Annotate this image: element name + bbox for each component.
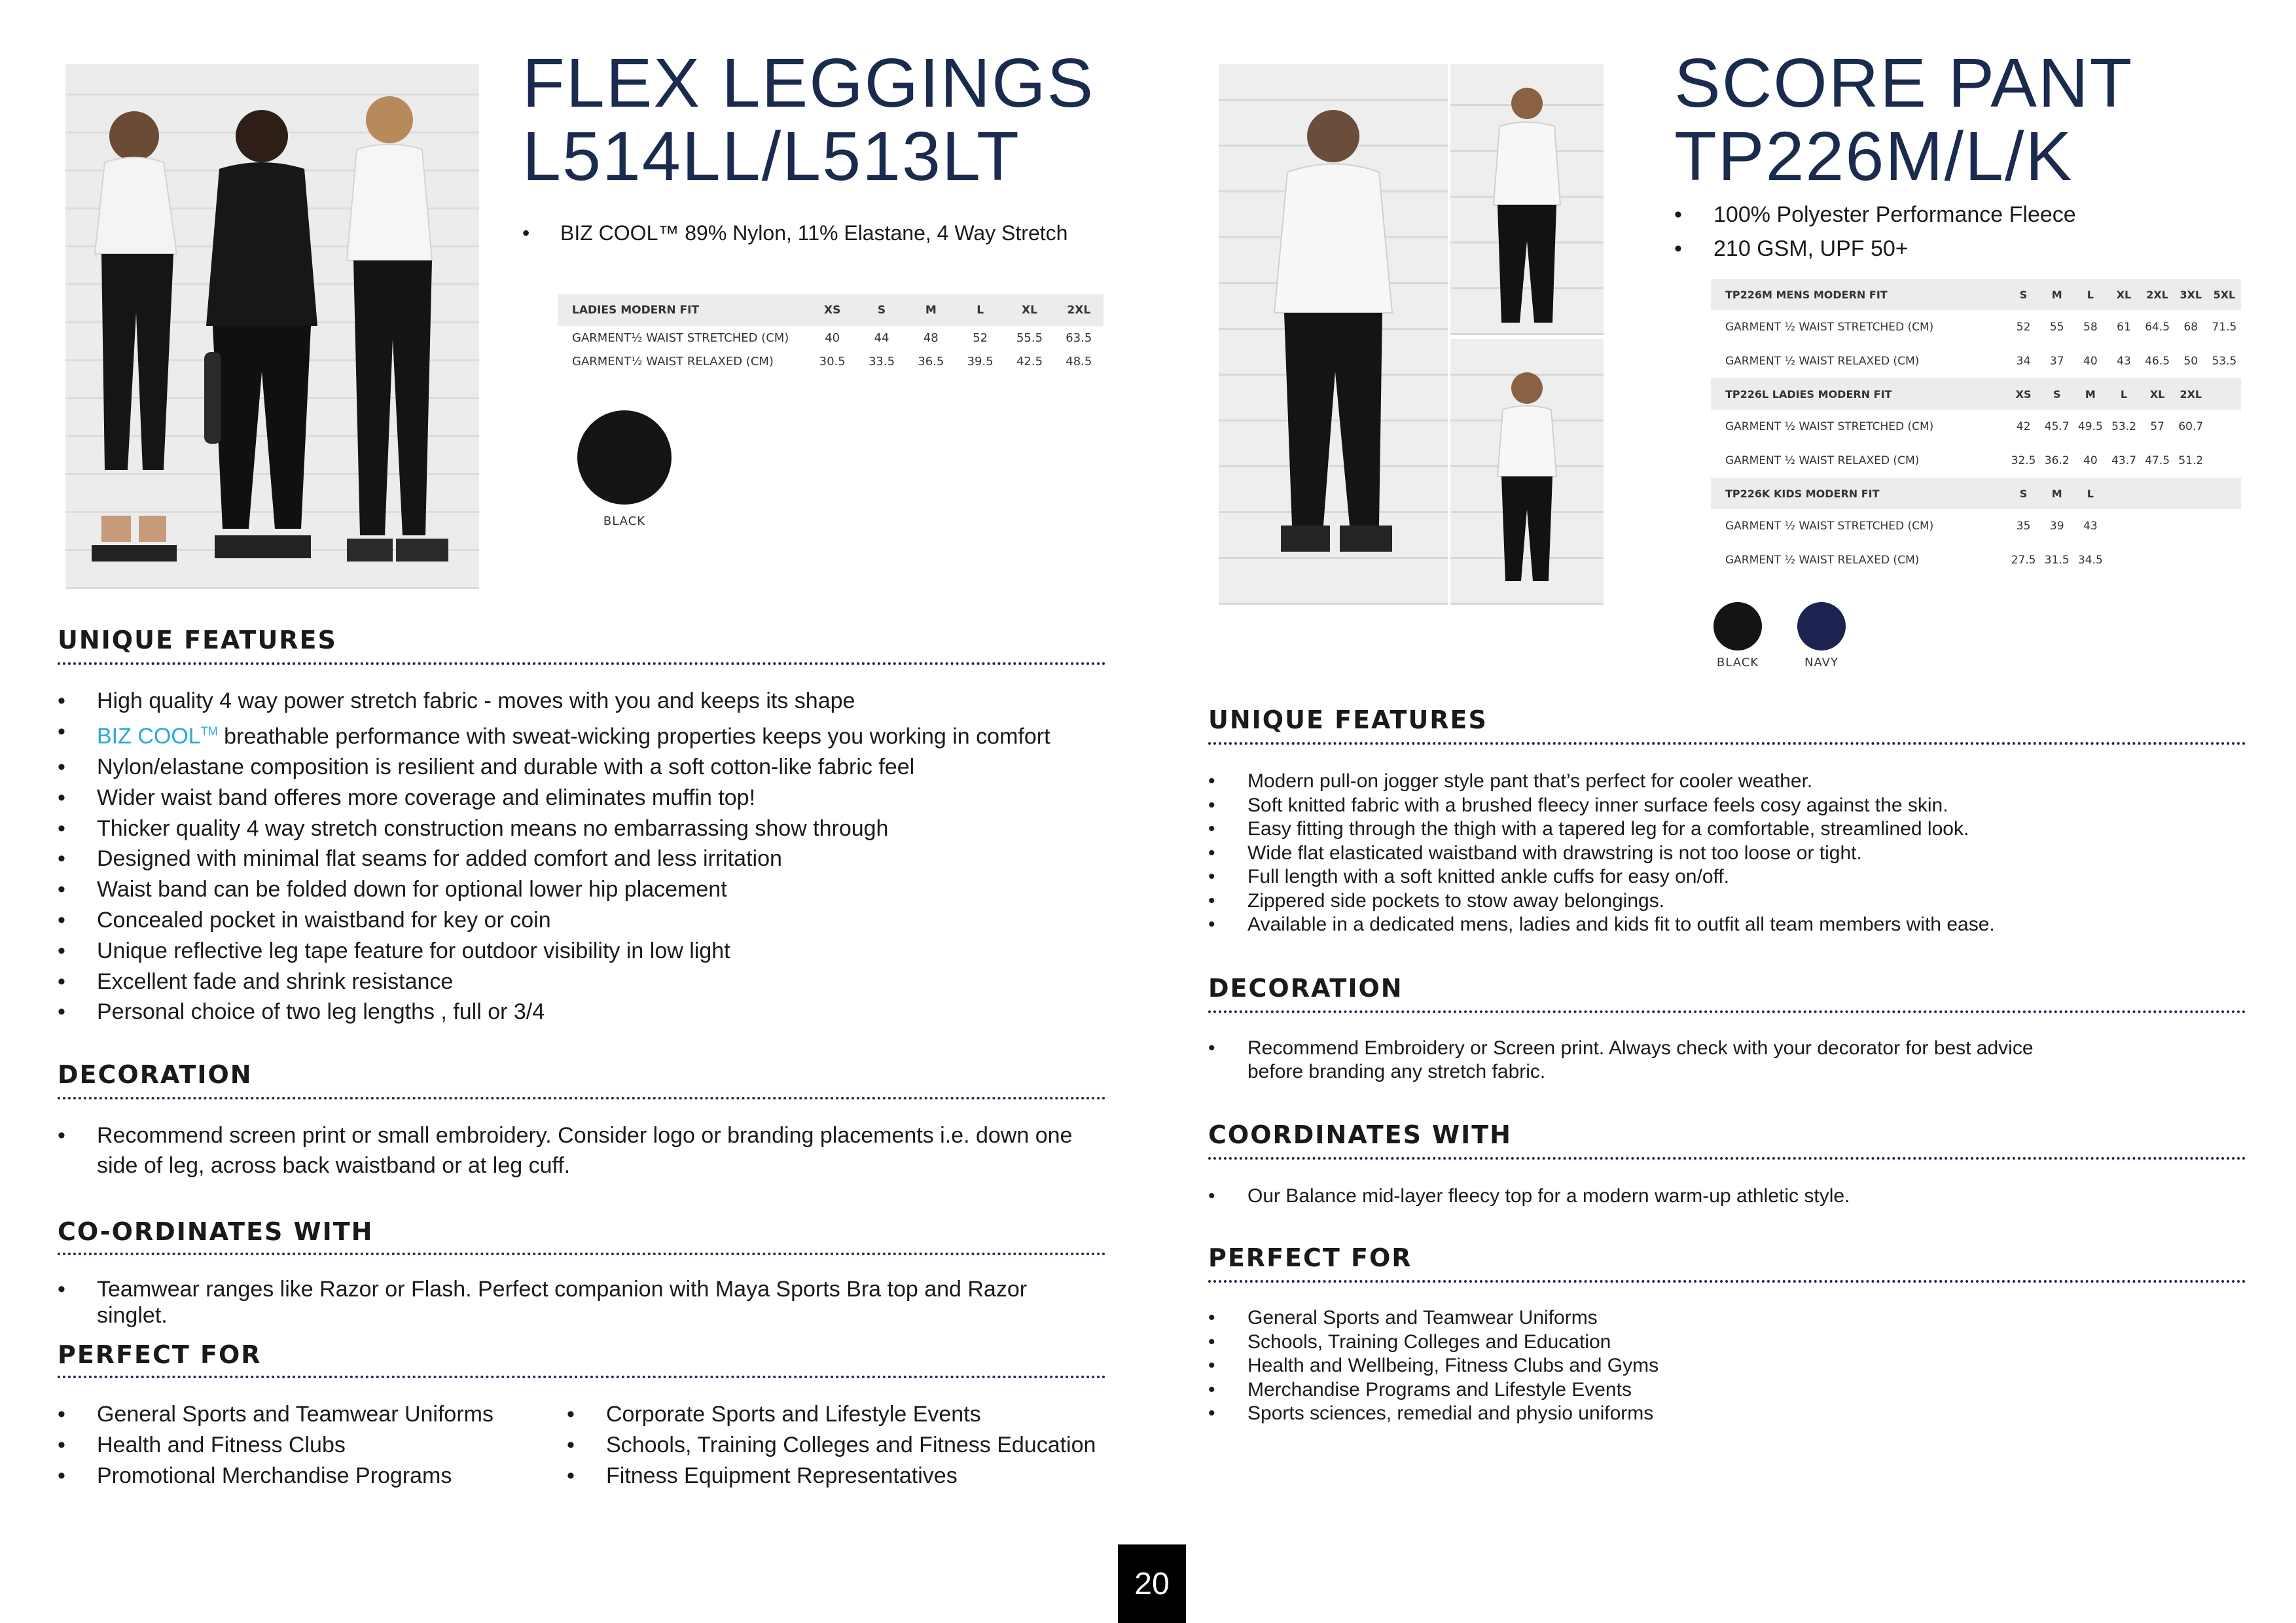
size-table-cell: 53.5 [2212,355,2237,368]
page-number-badge [1118,1544,1186,1623]
section-heading-coordinates: COORDINATES WITH [1208,1120,1512,1149]
size-table-cell: 58 [2083,321,2098,334]
size-table-cell: 35 [2016,520,2031,533]
size-table-cell: S [2019,487,2028,500]
size-table-flex-leggings [558,294,1103,373]
size-table-cell: XL [1022,304,1037,317]
size-table-cell: 40 [825,330,840,345]
size-table-cell [2141,543,2174,577]
size-table-cell: 5XL [2213,288,2236,301]
size-table-cell: 42.5 [1016,354,1043,368]
section-heading-perfect-for: PERFECT FOR [58,1340,262,1369]
size-table-cell [2141,478,2174,509]
size-table-cell: M [2085,387,2096,401]
list-item [58,717,1138,752]
list-item: • Zippered side pockets to stow away belongings. [1208,889,2269,914]
size-table-cell: 37 [2049,355,2064,368]
product-code-score-pant: TP226M/L/K [1674,118,2073,195]
size-table-cell [2174,478,2208,509]
perfect-for-list-col1 [58,1399,493,1491]
size-table-cell: L [2087,288,2094,301]
table-row [1711,444,2241,478]
size-table-cell: L [2087,487,2094,500]
list-item: • Health and Wellbeing, Fitness Clubs and Gyms [1208,1354,1659,1378]
fabric-bullets-score-pant [1674,198,2076,266]
table-row [1711,543,2241,577]
size-table-cell [2208,543,2241,577]
size-table-cell: 34 [2016,355,2031,368]
size-table-cell [2141,509,2174,543]
list-item-text: breathable performance with sweat-wicking properties keeps you working in comfort [224,724,1050,749]
score-pant-mens-illustration [1450,64,1604,335]
size-table-cell: 48 [923,330,939,345]
section-heading-decoration: DECORATION [1208,974,1403,1003]
size-table-cell: 40 [2083,355,2098,368]
size-table-cell: 46.5 [2145,355,2170,368]
list-item: • Thicker quality 4 way stretch construction means no embarrassing show through [58,813,1138,844]
list-item: • Recommend screen print or small embroidery. Consider logo or branding placements i.e. down one side of leg, across back waistband or at leg cuff. [58,1120,1079,1181]
size-table-cell: GARMENT ½ WAIST RELAXED (CM) [1725,355,1920,368]
score-pant-model-illustration [1219,64,1448,605]
size-table-cell: 44 [874,330,889,345]
decoration-list [1208,1037,2059,1084]
section-heading-perfect-for: PERFECT FOR [1208,1243,1412,1272]
score-pant-kids-illustration [1450,339,1604,605]
list-item: • Promotional Merchandise Programs [58,1461,493,1491]
size-table-cell: XL [2116,288,2132,301]
size-table-score-pant [1711,279,2241,577]
size-table-cell: XS [2015,387,2032,401]
list-item: • Waist band can be folded down for optional lower hip placement [58,874,1138,905]
coordinates-list [58,1276,1079,1329]
score-pant-photo-kids [1450,339,1604,605]
product-code-flex-leggings: L514LL/L513LT [522,118,1020,195]
colour-swatch-label: NAVY [1804,656,1839,669]
list-item: • High quality 4 way power stretch fabric - moves with you and keeps its shape [58,686,1138,717]
perfect-for-list [1208,1306,1659,1426]
colour-swatch-black [577,410,672,505]
size-table-cell: LADIES MODERN FIT [572,304,700,317]
size-table-cell: GARMENT½ WAIST RELAXED (CM) [572,354,774,368]
list-item: • Personal choice of two leg lengths , full or 3/4 [58,997,1138,1027]
size-table-cell: GARMENT ½ WAIST STRETCHED (CM) [1725,321,1934,334]
size-table-cell [2208,410,2241,444]
table-row [558,349,1103,373]
section-heading-unique-features: UNIQUE FEATURES [1208,705,1488,734]
size-table-cell: 48.5 [1066,354,1092,368]
size-table-cell [2107,543,2140,577]
size-table-cell: TP226M MENS MODERN FIT [1725,288,1888,301]
size-table-cell: 2XL [2179,387,2202,401]
size-table-cell: 31.5 [2044,554,2070,567]
section-divider [58,1253,1106,1255]
biz-cool-brand [97,724,218,749]
size-table-cell: M [925,304,937,317]
size-table-cell: S [2053,387,2061,401]
list-item: • Designed with minimal flat seams for added comfort and less irritation [58,844,1138,874]
size-table-cell: 27.5 [2011,554,2036,567]
score-pant-photo-main [1219,64,1448,605]
size-table-cell: TP226K KIDS MODERN FIT [1725,487,1880,500]
table-row [1711,410,2241,444]
size-table-cell: 2XL [1067,304,1091,317]
size-table-cell: 52 [2016,321,2031,334]
section-heading-unique-features: UNIQUE FEATURES [58,626,337,654]
list-item: • Merchandise Programs and Lifestyle Events [1208,1378,1659,1402]
list-item: • Excellent fade and shrink resistance [58,967,1138,997]
size-table-cell [2208,444,2241,478]
size-table-cell: 45.7 [2044,420,2070,433]
size-table-header [1711,478,2241,509]
size-table-cell [2208,378,2241,410]
list-item: • Modern pull-on jogger style pant that’s perfect for cooler weather. [1208,770,2269,794]
size-table-cell: 52 [973,330,988,345]
colour-swatch-label: BLACK [603,514,646,528]
list-item: • General Sports and Teamwear Uniforms [1208,1306,1659,1330]
size-table-cell: 43 [2083,520,2098,533]
section-heading-coordinates: CO-ORDINATES WITH [58,1217,374,1246]
table-row [558,326,1103,349]
size-table-cell [2174,543,2208,577]
size-table-cell: 49.5 [2077,420,2103,433]
size-table-cell: GARMENT ½ WAIST STRETCHED (CM) [1725,520,1934,533]
brand-name: BIZ COOL [97,724,201,749]
size-table-cell: 51.2 [2178,454,2204,467]
fabric-bullet: • 100% Polyester Performance Fleece [1674,198,2076,232]
size-table-cell: GARMENT ½ WAIST RELAXED (CM) [1725,554,1920,567]
list-item: • Health and Fitness Clubs [58,1430,493,1461]
size-table-cell: 43 [2117,355,2131,368]
table-row [1711,509,2241,543]
unique-features-list [1208,770,2269,937]
size-table-cell [2107,509,2140,543]
size-table-cell: 68 [2183,321,2198,334]
size-table-cell [2208,509,2241,543]
list-item: • Wider waist band offeres more coverage and eliminates muffin top! [58,783,1138,813]
product-title-flex-leggings: FLEX LEGGINGS [522,45,1095,122]
list-item: • Fitness Equipment Representatives [567,1461,1096,1491]
size-table-cell: 36.2 [2044,454,2070,467]
size-table-cell: 64.5 [2145,321,2170,334]
size-table-cell: XL [2149,387,2165,401]
size-table-header [558,294,1103,326]
table-row [1711,344,2241,378]
colour-swatch-black [1713,602,1762,651]
size-table-cell: L [2120,387,2128,401]
size-table-cell: 71.5 [2212,321,2237,334]
list-item: • Sports sciences, remedial and physio uniforms [1208,1402,1659,1426]
size-table-cell [2174,509,2208,543]
size-table-header [1711,378,2241,410]
unique-features-list [58,686,1138,1027]
section-divider [58,1376,1106,1378]
section-divider [58,662,1106,665]
list-item: • Recommend Embroidery or Screen print. Always check with your decorator for best advice before branding any stretch fabric. [1208,1037,2059,1084]
size-table-cell: GARMENT ½ WAIST RELAXED (CM) [1725,454,1920,467]
size-table-cell: 33.5 [868,354,895,368]
size-table-cell: 42 [2016,420,2031,433]
list-item: • General Sports and Teamwear Uniforms [58,1399,493,1430]
coordinates-list [1208,1185,1850,1208]
size-table-cell: 36.5 [918,354,944,368]
section-divider [1208,1280,2246,1283]
table-row [1711,310,2241,344]
decoration-list [58,1120,1079,1181]
list-item: • Nylon/elastane composition is resilient and durable with a soft cotton-like fabric feel [58,752,1138,783]
size-table-cell: 39 [2049,520,2064,533]
section-divider [1208,1157,2246,1160]
size-table-cell: XS [823,304,841,317]
list-item: • Schools, Training Colleges and Fitness Education [567,1430,1096,1461]
section-divider [1208,742,2246,745]
leggings-product-photo [65,64,479,589]
size-table-cell: 55.5 [1016,330,1043,345]
size-table-cell: 39.5 [967,354,994,368]
size-table-cell: 55 [2049,321,2064,334]
size-table-header [1711,279,2241,310]
list-item: • Our Balance mid-layer fleecy top for a modern warm-up athletic style. [1208,1185,1850,1208]
size-table-cell: M [2051,487,2062,500]
size-table-cell: 53.2 [2111,420,2136,433]
score-pant-photo-mens [1450,64,1604,335]
list-item: • Teamwear ranges like Razor or Flash. Perfect companion with Maya Sports Bra top and Razor singlet. [58,1276,1079,1329]
fabric-bullet: • 210 GSM, UPF 50+ [1674,232,2076,266]
size-table-cell [2107,478,2140,509]
product-title-score-pant: SCORE PANT [1674,45,2134,122]
section-heading-decoration: DECORATION [58,1060,253,1089]
size-table-cell: 47.5 [2145,454,2170,467]
list-item: • Full length with a soft knitted ankle cuffs for easy on/off. [1208,865,2269,889]
list-item: • Easy fitting through the thigh with a tapered leg for a comfortable, streamlined look. [1208,817,2269,842]
size-table-cell: L [977,304,984,317]
size-table-cell: 43.7 [2111,454,2136,467]
size-table-cell: 2XL [2146,288,2168,301]
section-divider [58,1097,1106,1099]
list-item: • Available in a dedicated mens, ladies and kids fit to outfit all team members with ease. [1208,913,2269,937]
size-table-cell: 34.5 [2077,554,2103,567]
size-table-cell: S [2019,288,2028,301]
size-table-cell: S [877,304,886,317]
leggings-models-illustration [65,64,479,589]
page-number: 20 [1134,1566,1170,1601]
size-table-cell: 50 [2183,355,2198,368]
colour-swatch-navy [1797,602,1846,651]
size-table-cell: 3XL [2179,288,2202,301]
size-table-cell: GARMENT ½ WAIST STRETCHED (CM) [1725,420,1934,433]
size-table-cell: 40 [2083,454,2098,467]
section-divider [1208,1010,2246,1013]
size-table-cell: 32.5 [2011,454,2036,467]
size-table-cell: GARMENT½ WAIST STRETCHED (CM) [572,330,789,345]
size-table-cell: M [2051,288,2062,301]
colour-swatch-label: BLACK [1716,656,1759,669]
list-item: • Soft knitted fabric with a brushed fleecy inner surface feels cosy against the skin. [1208,794,2269,818]
list-item: • Schools, Training Colleges and Education [1208,1330,1659,1355]
size-table-cell: TP226L LADIES MODERN FIT [1725,387,1892,401]
list-item: • Concealed pocket in waistband for key or coin [58,905,1138,936]
list-item: • Unique reflective leg tape feature for outdoor visibility in low light [58,936,1138,967]
size-table-cell: 30.5 [819,354,846,368]
size-table-cell: 63.5 [1066,330,1092,345]
list-item: • Corporate Sports and Lifestyle Events [567,1399,1096,1430]
size-table-cell: 57 [2150,420,2164,433]
fabric-bullets-flex-leggings [522,220,1067,246]
size-table-cell: 61 [2117,321,2131,334]
brand-trademark: TM [200,724,218,738]
fabric-bullet: • BIZ COOL™ 89% Nylon, 11% Elastane, 4 Way Stretch [522,220,1067,246]
perfect-for-list-col2 [567,1399,1096,1491]
list-item: • Wide flat elasticated waistband with drawstring is not too loose or tight. [1208,842,2269,866]
size-table-cell [2208,478,2241,509]
size-table-cell: 60.7 [2178,420,2204,433]
